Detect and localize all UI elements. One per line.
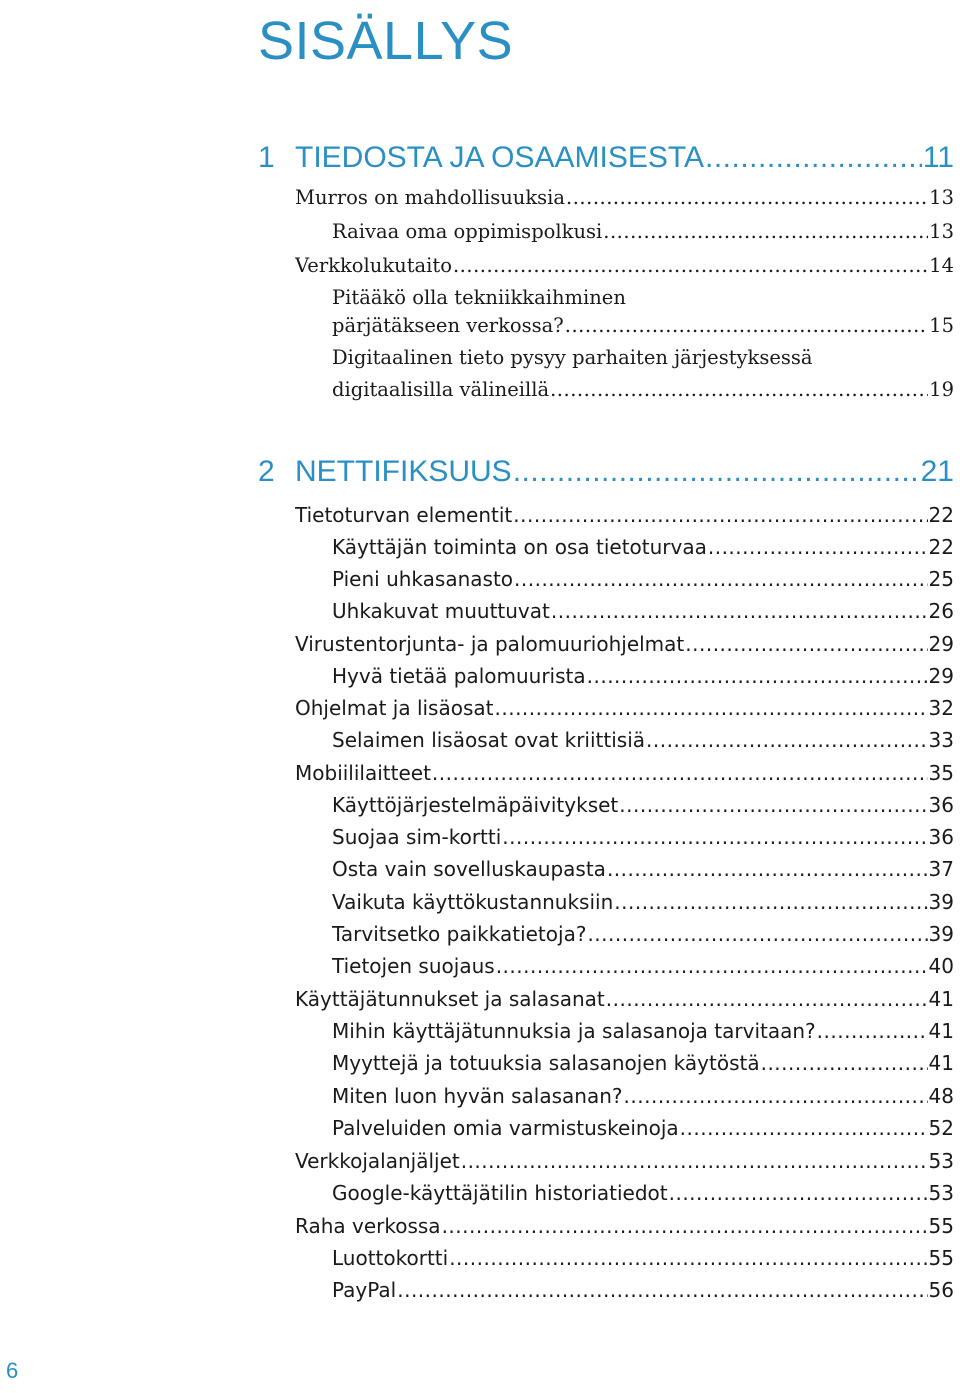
toc-entry-page: 41 [928,1051,954,1075]
toc-entry-title: Tarvitsetko paikkatietoja? [332,922,587,946]
chapter-number: 1 [258,141,275,174]
toc-subentry[interactable] [332,660,954,692]
toc-entry-page: 48 [928,1084,954,1108]
chapter-title: NETTIFIKSUUS [295,455,512,488]
toc-entry-page: 41 [928,1019,954,1043]
toc-entry-page: 40 [928,954,954,978]
page-title: SISÄLLYS [258,11,514,71]
dot-leader [502,821,927,853]
toc-entry-page: 37 [928,857,954,881]
toc-subentry[interactable] [332,595,954,627]
toc-entry-title: Myyttejä ja totuuksia salasanojen käytöstä [332,1051,760,1075]
toc-entry-title: Palveluiden omia varmistuskeinoja [332,1116,679,1140]
toc-subentry[interactable] [332,216,954,248]
toc-entry-page: 56 [928,1278,954,1302]
toc-entry-title: Raivaa oma oppimispolkusi [332,220,603,243]
toc-entry-page: 22 [928,535,954,559]
chapter-title: TIEDOSTA JA OSAAMISESTA [295,141,704,174]
toc-subentry[interactable] [332,1112,954,1144]
chapter-heading-1[interactable] [258,138,954,178]
toc-subentry[interactable] [332,1177,954,1209]
dot-leader [566,182,928,214]
toc-entry-page: 36 [928,793,954,817]
toc-entry-title: Mihin käyttäjätunnuksia ja salasanoja tarvitaan? [332,1019,816,1043]
toc-entry[interactable] [295,1145,954,1177]
toc-entry[interactable] [295,628,954,660]
toc-subentry[interactable] [332,374,954,406]
toc-subentry[interactable] [332,1080,954,1112]
toc-subentry[interactable] [332,1242,954,1274]
toc-entry-title: Tietoturvan elementit [295,503,513,527]
toc-entry-page: 55 [928,1214,954,1238]
toc-entry-page: 19 [929,378,954,401]
toc-entry-title: PayPal [332,1278,397,1302]
toc-subentry[interactable] [332,310,954,342]
dot-leader [614,886,927,918]
toc-subentry[interactable] [332,821,954,853]
toc-entry-page: 41 [928,987,954,1011]
toc-subentry[interactable] [332,789,954,821]
toc-entry-page: 29 [928,632,954,656]
dot-leader [513,452,920,492]
dot-leader [513,499,927,531]
toc-entry-page: 13 [929,186,954,209]
toc-entry-title: Selaimen lisäosat ovat kriittisiä [332,728,646,752]
chapter-page: 11 [922,141,954,174]
chapter-heading-2[interactable] [258,452,954,492]
dot-leader [453,250,928,282]
dot-leader [817,1015,928,1047]
dot-leader [708,531,928,563]
toc-entry-title: Virustentorjunta- ja palomuuriohjelmat [295,632,685,656]
toc-entry-title: Verkkojalanjäljet [295,1149,460,1173]
toc-entry-page: 32 [928,696,954,720]
toc-subentry[interactable] [332,563,954,595]
dot-leader [619,789,927,821]
chapter-number: 2 [258,455,275,488]
toc-entry-page: 36 [928,825,954,849]
dot-leader [397,1274,927,1306]
dot-leader [551,595,928,627]
toc-subentry[interactable] [332,1274,954,1306]
toc-entry[interactable] [295,182,954,214]
chapter-page: 21 [920,455,954,488]
toc-entry-title: Hyvä tietää palomuurista [332,664,586,688]
toc-entry-title: Verkkolukutaito [295,254,452,277]
toc-subentry[interactable] [332,531,954,563]
dot-leader [432,757,928,789]
toc-entry-title: Suojaa sim-kortti [332,825,502,849]
page-number: 6 [6,1358,19,1383]
toc-entry-page: 35 [928,761,954,785]
toc-entry-page: 39 [928,890,954,914]
toc-entry-page: 33 [928,728,954,752]
toc-subentry[interactable] [332,1015,954,1047]
toc-entry-title: pärjätäkseen verkossa? [332,314,564,337]
toc-entry-page: 22 [928,503,954,527]
toc-entry-title: Raha verkossa [295,1214,441,1238]
toc-entry-page: 26 [928,599,954,623]
toc-subentry[interactable] [332,853,954,885]
toc-entry-page: 13 [929,220,954,243]
toc-subentry-title-line1[interactable]: Digitaalinen tieto pysyy parhaiten järjestyksessä [332,346,813,369]
toc-subentry[interactable] [332,886,954,918]
dot-leader [496,950,928,982]
dot-leader [606,983,928,1015]
toc-entry-title: Tietojen suojaus [332,954,495,978]
dot-leader [550,374,928,406]
toc-entry-title: digitaalisilla välineillä [332,378,550,401]
dot-leader [565,310,928,342]
toc-entry-title: Käyttöjärjestelmäpäivitykset [332,793,619,817]
toc-entry-title: Mobiililaitteet [295,761,431,785]
dot-leader [514,563,928,595]
dot-leader [587,918,927,950]
toc-entry-title: Google-käyttäjätilin historiatiedot [332,1181,668,1205]
toc-entry[interactable] [295,250,954,282]
toc-entry[interactable] [295,757,954,789]
toc-entry-page: 53 [928,1181,954,1205]
toc-subentry[interactable] [332,724,954,756]
toc-entry-title: Ohjelmat ja lisäosat [295,696,494,720]
toc-subentry[interactable] [332,950,954,982]
dot-leader [461,1145,928,1177]
toc-entry[interactable] [295,983,954,1015]
toc-entry-title: Käyttäjätunnukset ja salasanat [295,987,605,1011]
toc-entry-page: 55 [928,1246,954,1270]
toc-entry-title: Osta vain sovelluskaupasta [332,857,606,881]
dot-leader [680,1112,928,1144]
toc-entry-page: 39 [928,922,954,946]
toc-entry[interactable] [295,692,954,724]
dot-leader [442,1210,928,1242]
toc-entry-page: 29 [928,664,954,688]
toc-entry-title: Käyttäjän toiminta on osa tietoturvaa [332,535,707,559]
dot-leader [607,853,928,885]
toc-entry-page: 25 [928,567,954,591]
toc-entry-page: 52 [928,1116,954,1140]
dot-leader [669,1177,928,1209]
toc-entry-page: 53 [928,1149,954,1173]
toc-subentry[interactable] [332,918,954,950]
toc-entry-title: Uhkakuvat muuttuvat [332,599,550,623]
dot-leader [587,660,928,692]
toc-entry-title: Murros on mahdollisuuksia [295,186,566,209]
toc-entry-title: Miten luon hyvän salasanan? [332,1084,623,1108]
toc-entry-title: Vaikuta käyttökustannuksiin [332,890,614,914]
dot-leader [761,1047,928,1079]
dot-leader [624,1080,928,1112]
dot-leader [495,692,928,724]
dot-leader [646,724,928,756]
dot-leader [449,1242,927,1274]
dot-leader [685,628,927,660]
toc-entry-page: 14 [929,254,954,277]
toc-entry-title: Pieni uhkasanasto [332,567,514,591]
dot-leader [603,216,928,248]
toc-subentry[interactable] [332,1047,954,1079]
toc-subentry-title-line1[interactable]: Pitääkö olla tekniikkaihminen [332,286,626,309]
toc-entry[interactable] [295,1210,954,1242]
dot-leader [705,138,922,178]
toc-entry-title: Luottokortti [332,1246,449,1270]
toc-entry-page: 15 [929,314,954,337]
toc-entry[interactable] [295,499,954,531]
